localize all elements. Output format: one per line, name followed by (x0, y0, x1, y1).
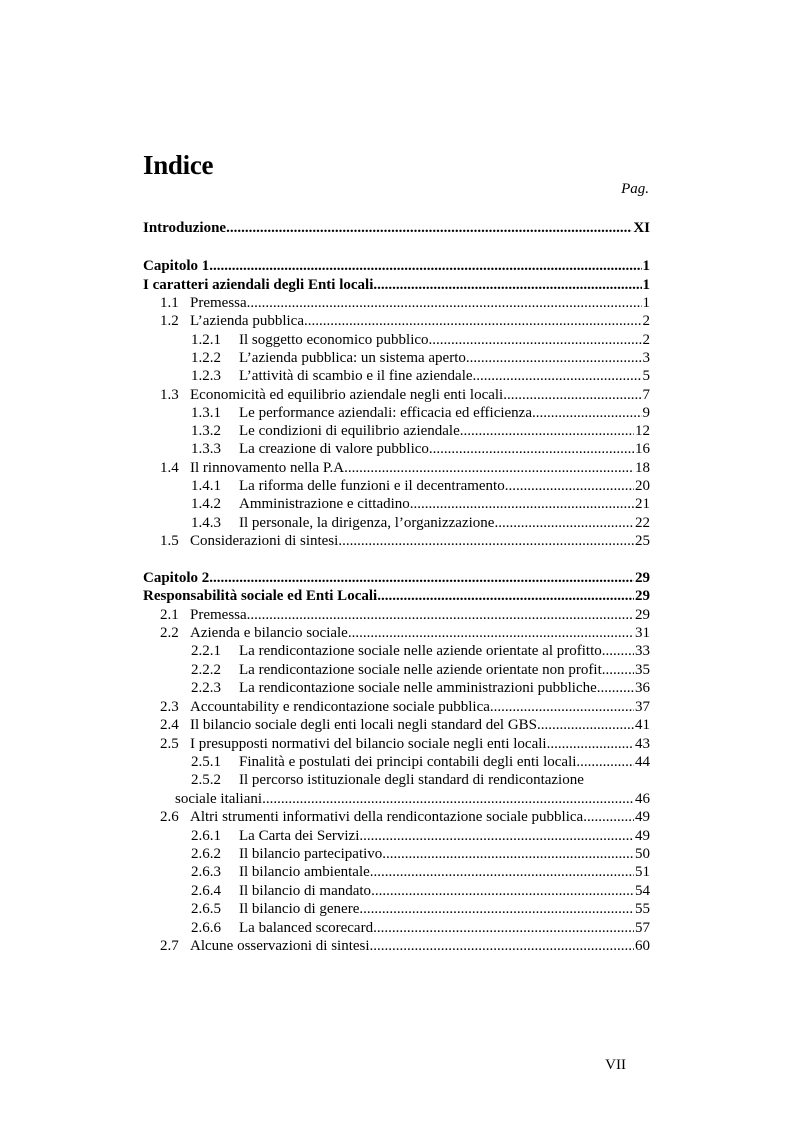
toc-entry[interactable] (175, 790, 650, 809)
toc-entry-title: Le performance aziendali: efficacia ed efficienza (239, 405, 532, 421)
toc-leader-dots (597, 679, 634, 698)
toc-entry[interactable] (143, 882, 650, 901)
toc-leader-dots (576, 753, 634, 772)
toc-entry-number: 1.2.3 (191, 368, 221, 384)
toc-leader-dots (490, 698, 634, 717)
toc-entry-page: 36 (635, 680, 650, 696)
toc-entry[interactable] (143, 606, 650, 625)
toc-entry[interactable] (143, 642, 650, 661)
toc-leader-dots (370, 937, 634, 956)
toc-entry-page: 46 (635, 791, 650, 807)
toc-entry-title: Il rinnovamento nella P.A. (190, 460, 348, 476)
toc-entry[interactable] (143, 569, 650, 588)
toc-leader-dots (460, 422, 634, 441)
toc-entry[interactable] (143, 771, 650, 790)
toc-entry[interactable] (143, 440, 650, 459)
toc-entry-title: Il bilancio ambientale (239, 864, 370, 880)
toc-entry-page: 1 (642, 277, 650, 293)
toc-entry-title: Il bilancio partecipativo (239, 846, 383, 862)
toc-entry-page: 29 (635, 570, 650, 586)
toc-entry[interactable] (143, 495, 650, 514)
toc-leader-dots (382, 845, 634, 864)
toc-leader-dots (226, 219, 632, 238)
toc-entry-page: 60 (635, 938, 650, 954)
toc-entry-title: Alcune osservazioni di sintesi (190, 938, 370, 954)
toc-entry-title: Il personale, la dirigenza, l’organizzazione (239, 515, 495, 531)
toc-leader-dots (429, 440, 634, 459)
toc-leader-dots (209, 569, 634, 588)
toc-entry[interactable] (143, 624, 650, 643)
toc-entry[interactable] (143, 257, 650, 276)
toc-entry-title: I caratteri aziendali degli Enti locali (143, 277, 374, 293)
toc-leader-dots (247, 606, 634, 625)
toc-leader-dots (348, 459, 634, 478)
toc-entry-number: 1.2.1 (191, 332, 221, 348)
toc-entry-title: Le condizioni di equilibrio aziendale (239, 423, 460, 439)
toc-leader-dots (304, 312, 642, 331)
toc-entry-number: 1.2 (160, 313, 179, 329)
toc-leader-dots (547, 735, 634, 754)
toc-entry-title: La rendicontazione sociale nelle aziende orientate non profit (239, 662, 602, 678)
toc-entry[interactable] (143, 294, 650, 313)
toc-entry-number: 1.3 (160, 387, 179, 403)
toc-leader-dots (377, 587, 634, 606)
toc-entry-title: Economicità ed equilibrio aziendale negli enti locali (190, 387, 504, 403)
toc-entry-title: La Carta dei Servizi (239, 828, 360, 844)
toc-leader-dots (359, 900, 634, 919)
toc-entry-number: 2.5.2 (191, 772, 221, 788)
toc-leader-dots (505, 477, 634, 496)
toc-entry[interactable] (143, 587, 650, 606)
toc-entry-title: La rendicontazione sociale nelle amministrazioni pubbliche (239, 680, 597, 696)
toc-entry[interactable] (143, 532, 650, 551)
toc-entry-number: 1.5 (160, 533, 179, 549)
toc-entry[interactable] (143, 661, 650, 680)
toc-entry-title: Il soggetto economico pubblico (239, 332, 429, 348)
toc-entry-number: 1.3.3 (191, 441, 221, 457)
toc-entry-page: 1 (642, 295, 650, 311)
toc-entry-page: XI (633, 220, 650, 236)
toc-leader-dots (348, 624, 634, 643)
toc-entry-title: Considerazioni di sintesi (190, 533, 339, 549)
toc-leader-dots (532, 404, 642, 423)
page-title: Indice (143, 150, 214, 180)
toc-leader-dots (209, 257, 641, 276)
toc-entry-number: 1.4 (160, 460, 179, 476)
toc-entry-page: 1 (642, 258, 650, 274)
toc-entry-number: 2.6.3 (191, 864, 221, 880)
toc-entry-title: Azienda e bilancio sociale (190, 625, 348, 641)
toc-entry-page: 7 (642, 387, 650, 403)
toc-entry[interactable] (143, 863, 650, 882)
toc-entry-title: La riforma delle funzioni e il decentramento (239, 478, 505, 494)
toc-entry-number: 2.6.1 (191, 828, 221, 844)
toc-leader-dots (473, 367, 642, 386)
toc-entry-title: Premessa (190, 295, 247, 311)
toc-entry-title: Il bilancio di mandato (239, 883, 372, 899)
toc-entry[interactable] (143, 404, 650, 423)
toc-entry-page: 31 (635, 625, 650, 641)
toc-entry-page: 54 (635, 883, 650, 899)
toc-entry[interactable] (143, 386, 650, 405)
toc-entry-number: 1.3.1 (191, 405, 221, 421)
toc-entry[interactable] (143, 735, 650, 754)
toc-leader-dots (338, 532, 634, 551)
toc-entry[interactable] (143, 827, 650, 846)
toc-entry[interactable] (143, 716, 650, 735)
toc-entry-page: 18 (635, 460, 650, 476)
page-column-label: Pag. (621, 181, 649, 197)
toc-entry-page: 49 (635, 809, 650, 825)
toc-entry-page: 21 (635, 496, 650, 512)
toc-entry-title: Accountability e rendicontazione sociale pubblica (190, 699, 490, 715)
toc-entry-number: 2.2.1 (191, 643, 221, 659)
toc-entry-page: 51 (635, 864, 650, 880)
toc-leader-dots (262, 790, 634, 809)
toc-entry-number: 2.4 (160, 717, 179, 733)
toc-entry-page: 12 (635, 423, 650, 439)
toc-entry-page: 55 (635, 901, 650, 917)
toc-entry[interactable] (143, 753, 650, 772)
toc-leader-dots (371, 882, 634, 901)
toc-entry-title: Responsabilità sociale ed Enti Locali (143, 588, 378, 604)
toc-leader-dots (583, 808, 634, 827)
toc-entry-title: La balanced scorecard (239, 920, 374, 936)
toc-entry-title: L’attività di scambio e il fine aziendale (239, 368, 473, 384)
toc-entry[interactable] (143, 219, 650, 238)
toc-entry-page: 9 (642, 405, 650, 421)
toc-entry-title: L’azienda pubblica: un sistema aperto (239, 350, 466, 366)
toc-entry-page: 43 (635, 736, 650, 752)
toc-entry-number: 2.3 (160, 699, 179, 715)
toc-leader-dots (503, 386, 641, 405)
toc-entry[interactable] (143, 845, 650, 864)
toc-entry-title: La rendicontazione sociale nelle aziende orientate al profitto (239, 643, 602, 659)
page-number: VII (605, 1057, 626, 1073)
toc-leader-dots (602, 661, 634, 680)
toc-entry-number: 2.2.2 (191, 662, 221, 678)
toc-entry-title: Il bilancio di genere (239, 901, 360, 917)
toc-entry[interactable] (143, 679, 650, 698)
toc-leader-dots (602, 642, 634, 661)
toc-leader-dots (373, 919, 634, 938)
toc-entry-number: 2.6.4 (191, 883, 221, 899)
toc-entry-number: 2.7 (160, 938, 179, 954)
toc-entry-page: 49 (635, 828, 650, 844)
toc-entry[interactable] (143, 459, 650, 478)
toc-leader-dots (373, 276, 641, 295)
toc-entry-title: Altri strumenti informativi della rendicontazione sociale pubblica (190, 809, 584, 825)
toc-entry-page: 3 (642, 350, 650, 366)
toc-entry[interactable] (143, 477, 650, 496)
toc-entry[interactable] (143, 698, 650, 717)
toc-entry-number: 1.4.3 (191, 515, 221, 531)
toc-entry-page: 16 (635, 441, 650, 457)
toc-entry[interactable] (143, 919, 650, 938)
toc-entry-page: 25 (635, 533, 650, 549)
toc-entry-page: 33 (635, 643, 650, 659)
toc-leader-dots (370, 863, 634, 882)
toc-entry-page: 57 (635, 920, 650, 936)
toc-entry-number: 1.2.2 (191, 350, 221, 366)
toc-entry-page: 2 (642, 332, 650, 348)
toc-entry-title: sociale italiani (175, 791, 263, 807)
toc-entry-title: I presupposti normativi del bilancio sociale negli enti locali (190, 736, 547, 752)
toc-entry-page: 41 (635, 717, 650, 733)
toc-leader-dots (247, 294, 642, 313)
toc-entry-page: 44 (635, 754, 650, 770)
toc-entry-page: 37 (635, 699, 650, 715)
toc-entry-title: Premessa (190, 607, 247, 623)
toc-entry-number: 1.1 (160, 295, 179, 311)
toc-entry-number: 2.2 (160, 625, 179, 641)
toc-leader-dots (494, 514, 634, 533)
toc-entry[interactable] (143, 514, 650, 533)
toc-entry[interactable] (143, 808, 650, 827)
toc-entry-title: Il bilancio sociale degli enti locali negli standard del GBS (190, 717, 537, 733)
toc-entry[interactable] (143, 312, 650, 331)
toc-entry-number: 2.6.5 (191, 901, 221, 917)
toc-entry-title: Amministrazione e cittadino (239, 496, 410, 512)
toc-entry-title: Capitolo 2 (143, 570, 210, 586)
toc-entry-number: 2.6 (160, 809, 179, 825)
toc-entry-title: Finalità e postulati dei principi contabili degli enti locali (239, 754, 577, 770)
toc-leader-dots (537, 716, 634, 735)
toc-entry-number: 1.4.1 (191, 478, 221, 494)
toc-entry[interactable] (143, 900, 650, 919)
toc-entry-number: 2.1 (160, 607, 179, 623)
toc-entry-page: 35 (635, 662, 650, 678)
toc-entry-title: Capitolo 1 (143, 258, 210, 274)
toc-leader-dots (429, 331, 642, 350)
toc-entry-title: Il percorso istituzionale degli standard di rendicontazione (239, 772, 584, 788)
toc-entry-number: 1.3.2 (191, 423, 221, 439)
toc-entry-number: 2.6.2 (191, 846, 221, 862)
toc-entry[interactable] (143, 276, 650, 295)
toc-entry-page: 29 (635, 588, 650, 604)
toc-entry-number: 2.5.1 (191, 754, 221, 770)
toc-entry-number: 1.4.2 (191, 496, 221, 512)
toc-entry[interactable] (143, 349, 650, 368)
toc-leader-dots (410, 495, 634, 514)
toc-entry-number: 2.2.3 (191, 680, 221, 696)
toc-entry[interactable] (143, 367, 650, 386)
toc-entry[interactable] (143, 331, 650, 350)
toc-leader-dots (359, 827, 634, 846)
toc-entry-title: L’azienda pubblica (190, 313, 304, 329)
toc-entry-page: 5 (642, 368, 650, 384)
toc-entry[interactable] (143, 422, 650, 441)
toc-entry-page: 22 (635, 515, 650, 531)
toc-entry-page: 50 (635, 846, 650, 862)
toc-entry-page: 2 (642, 313, 650, 329)
toc-entry-title: La creazione di valore pubblico (239, 441, 429, 457)
toc-leader-dots (466, 349, 642, 368)
toc-entry-title: Introduzione (143, 220, 227, 236)
toc-entry[interactable] (143, 937, 650, 956)
toc-entry-number: 2.6.6 (191, 920, 221, 936)
toc-entry-page: 29 (635, 607, 650, 623)
toc-entry-page: 20 (635, 478, 650, 494)
toc-entry-number: 2.5 (160, 736, 179, 752)
